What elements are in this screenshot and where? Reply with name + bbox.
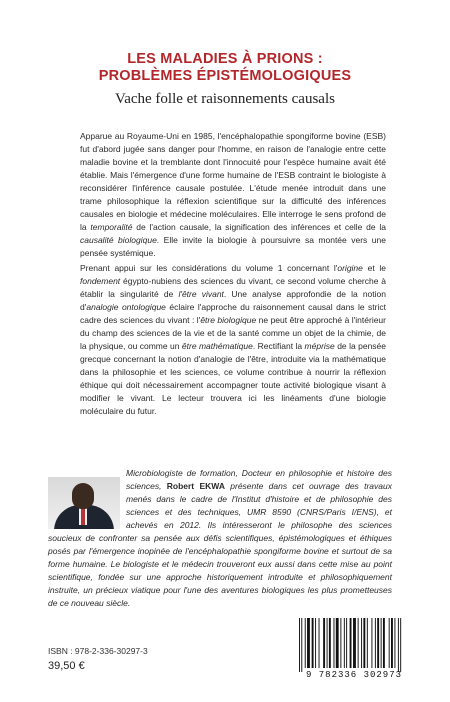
text-run: de la pensée grecque concernant la notion d'analogie de l'être, introduite via la mathématique dans la philosophie et les sciences, ce volume contribue à nourrir la réflexion éthique qui doit nécessairement accompagner toute activité biologique visant à modifier le vivant. Le lecteur trouvera ici les linéaments d'une biologie moléculaire du futur.	[80, 341, 386, 416]
emphasis: origine	[337, 263, 363, 273]
title-line-1: LES MALADIES À PRIONS :	[127, 51, 323, 67]
barcode-bar	[307, 618, 310, 668]
text-run: présente dans cet ouvrage des travaux menés dans le cadre de l'Institut d'histoire et de philosophie des sciences et des techniques, UMR 8590 (CNRS/Paris I/ENS), et achevés en 2012. Ils intéresseront le philosophe des sciences soucieux de confronter sa pensée aux défis scientifiques, épistémologiques et éthiques posés par l'émergence inopinée de l'encéphalopathie spongiforme bovine et surtout de sa forme humaine. Le biologiste et le médecin trouveront eux aussi dans cette mise au point scientifique, fondée sur une approche historiquement introduite et philosophiquement instruite, un précieux viatique pour l'une des aventures biologiques les plus prometteuses de ce nouveau siècle.	[48, 481, 392, 608]
text-run: et le	[362, 263, 386, 273]
barcode-number: 9 782336 302973	[305, 670, 402, 680]
barcode-bar	[400, 618, 401, 672]
barcode-bar	[336, 618, 339, 668]
barcode-bar	[299, 618, 300, 672]
barcode	[297, 618, 411, 672]
photo-head	[72, 483, 94, 509]
text-run: ne peut être approché à l'intérieur du champ des sciences de la vie et de la santé comme un objet de la chimie, de la physique, ou comme un	[80, 315, 386, 351]
barcode-bar	[394, 618, 395, 668]
text-run: de l'action causale, la signification des inférences et celle de la	[132, 222, 386, 232]
photo-tie	[81, 509, 85, 525]
author-photo	[48, 477, 120, 529]
barcode-bar	[340, 618, 341, 668]
isbn: ISBN : 978-2-336-30297-3	[48, 646, 148, 656]
text-run: égypto-nubiens des sciences du vivant, ce second volume cherche à établir la singularité de	[80, 276, 386, 299]
barcode-bar	[329, 618, 331, 668]
barcode-bar	[353, 618, 356, 668]
barcode-bar	[383, 618, 385, 668]
summary-paragraph-1	[80, 130, 386, 260]
barcode-bar	[389, 618, 390, 668]
barcode-bar	[315, 618, 316, 668]
barcode-bar	[350, 618, 352, 668]
barcode-bar	[319, 618, 320, 668]
emphasis: être biologique	[200, 315, 257, 325]
emphasis: fondement	[80, 276, 121, 286]
barcode-bar	[358, 618, 359, 668]
text-run: Microbiologiste de formation, Docteur en philosophie et histoire des sciences,	[126, 468, 392, 491]
barcode-bar	[398, 618, 399, 672]
barcode-bar	[361, 618, 362, 668]
barcode-bar	[334, 618, 335, 668]
emphasis: l'être vivant	[178, 289, 224, 299]
barcode-bar	[301, 618, 302, 672]
barcode-bar	[323, 618, 325, 668]
emphasis: être mathématique	[181, 341, 253, 351]
barcode-bar	[363, 618, 365, 668]
barcode-bar	[312, 618, 314, 668]
barcode-bar	[305, 618, 306, 668]
barcode-bar	[346, 618, 347, 668]
barcode-bar	[344, 618, 345, 668]
author-name: Robert EKWA	[166, 481, 225, 491]
text-run: . Elle invite la biologie à poursuivre sa montée vers une pensée systémique.	[80, 235, 386, 258]
text-run: . Rectifiant la	[252, 341, 305, 351]
barcode-bar	[375, 618, 376, 668]
emphasis: méprise	[304, 341, 335, 351]
subtitle: Vache folle et raisonnements causals	[115, 91, 335, 107]
title-line-2: PROBLÈMES ÉPISTÉMOLOGIQUES	[98, 68, 352, 84]
price: 39,50 €	[48, 660, 85, 672]
emphasis: analogie ontologique	[86, 302, 166, 312]
barcode-bar	[377, 618, 379, 668]
barcode-bar	[381, 618, 382, 668]
barcode-bar	[367, 618, 368, 668]
text-run: éclaire l'approche du raisonnement causal dans le strict cadre des sciences du vivant : l'	[80, 302, 386, 325]
emphasis: causalité biologique	[80, 235, 157, 245]
text-run: Prenant appui sur les considérations du volume 1 concernant l'	[80, 263, 338, 273]
summary-paragraph-2	[80, 262, 386, 418]
text-run: Apparue au Royaume-Uni en 1985, l'encéphalopathie spongiforme bovine (ESB) fut d'abord jugée sans danger pour l'homme, en raison de l'analogie entre cette maladie bovine et la tremblante dont l'innocuité pour l'espèce humaine avait été établie. Mais l'émergence d'une forme humaine de l'ESB contraint le biologiste à reconsidérer l'inférence causale postulée. L'étude menée introduit dans une trame philosophique la réflexion scientifique sur la difficulté des inférences causales en biologie et médecine moléculaires. Elle interroge le sens profond de la	[80, 131, 386, 232]
emphasis: temporalité	[90, 222, 133, 232]
barcode-bar	[391, 618, 393, 668]
text-run: . Une analyse approfondie de la notion d'	[80, 289, 386, 312]
barcode-bar	[327, 618, 328, 668]
barcode-bar	[371, 618, 372, 668]
